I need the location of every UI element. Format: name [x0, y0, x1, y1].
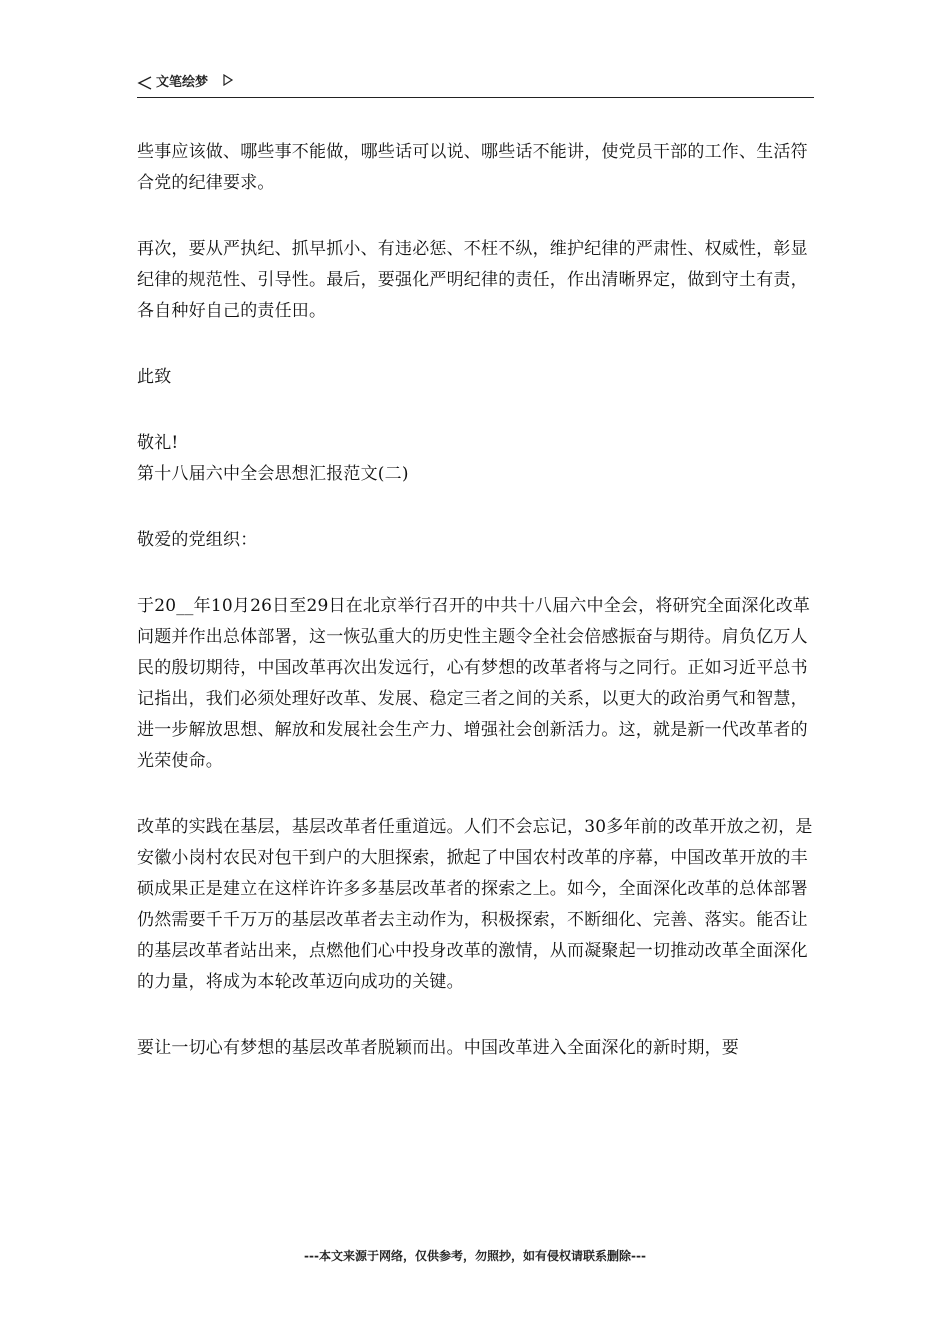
footer-disclaimer: ---本文来源于网络，仅供参考，勿照抄，如有侵权请联系删除--- — [304, 1249, 646, 1263]
paragraph: 再次，要从严执纪、抓早抓小、有违必惩、不枉不纵，维护纪律的严肃性、权威性，彰显纪律的规范性、引导性。最后，要强化严明纪律的责任，作出清晰界定，做到守土有责，各自种好自己的责任田。 — [137, 239, 808, 321]
paragraph: 于20__年10月26日至29日在北京举行召开的中共十八届六中全会，将研究全面深化改革问题并作出总体部署，这一恢弘重大的历史性主题令全社会倍感振奋与期待。肩负亿万人民的殷切期待，中国改革再次出发远行，心有梦想的改革者将与之同行。正如习近平总书记指出，我们必须处理好改革、发展、稳定三者之间的关系，以更大的政治勇气和智慧，进一步解放思想、解放和发展社会生产力、增强社会创新活力。这，就是新一代改革者的光荣使命。 — [137, 596, 811, 771]
paragraph: 要让一切心有梦想的基层改革者脱颖而出。中国改革进入全面深化的新时期，要 — [137, 1038, 739, 1058]
header-title: 文笔绘梦 — [156, 75, 209, 90]
left-triangle-icon — [137, 75, 153, 91]
page-header — [137, 72, 814, 98]
closing-regards: 敬礼! — [137, 433, 179, 453]
paragraph: 些事应该做、哪些事不能做，哪些话可以说、哪些话不能讲，使党员干部的工作、生活符合党的纪律要求。 — [137, 142, 808, 193]
closing-salutation: 此致 — [137, 367, 172, 387]
paragraph: 改革的实践在基层，基层改革者任重道远。人们不会忘记，30多年前的改革开放之初，是安徽小岗村农民对包干到户的大胆探索，掀起了中国农村改革的序幕，中国改革开放的丰硕成果正是建立在这样许许多多基层改革者的探索之上。如今，全面深化改革的总体部署仍然需要千千万万的基层改革者去主动作为，积极探索，不断细化、完善、落实。能否让的基层改革者站出来，点燃他们心中投身改革的激情，从而凝聚起一切推动改革全面深化的力量，将成为本轮改革迈向成功的关键。 — [137, 817, 813, 992]
document-body — [137, 137, 817, 1064]
greeting: 敬爱的党组织： — [137, 530, 258, 550]
section-title: 第十八届六中全会思想汇报范文(二) — [137, 464, 409, 484]
right-triangle-icon — [222, 74, 234, 86]
